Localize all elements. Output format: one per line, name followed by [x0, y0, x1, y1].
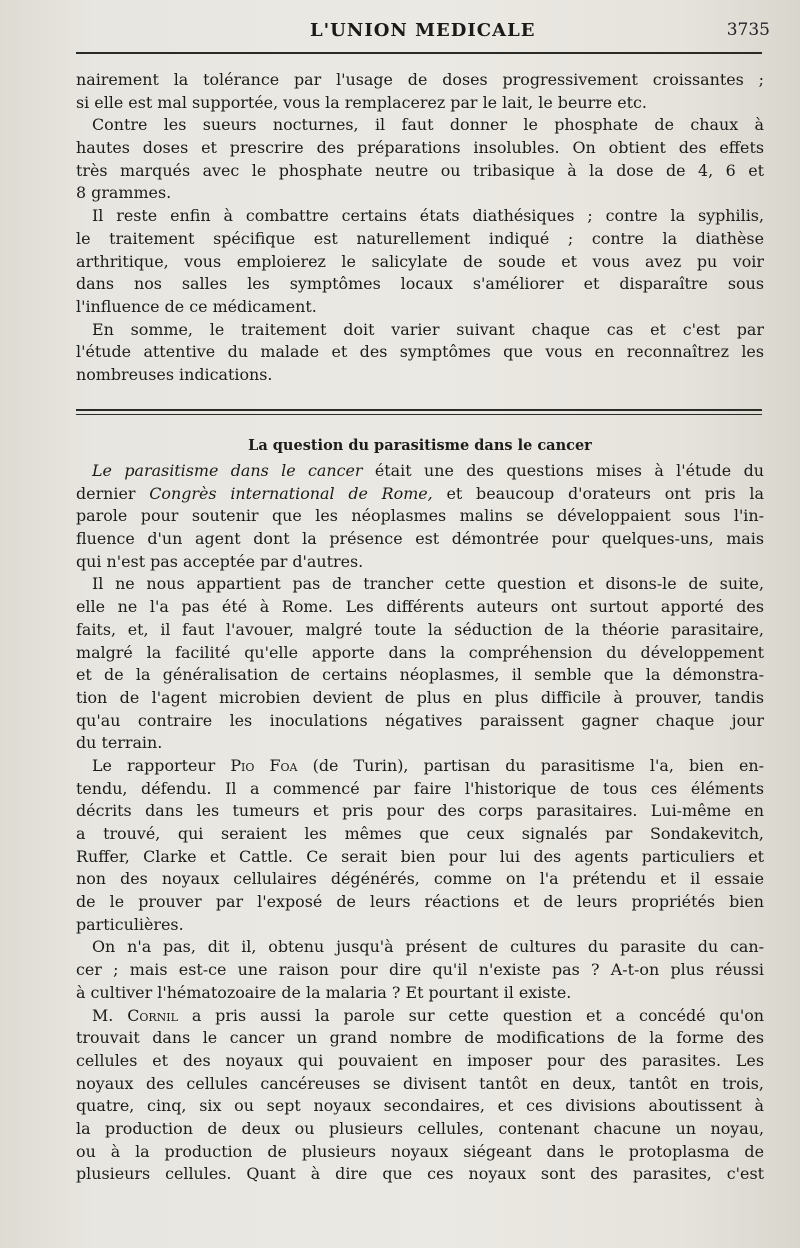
text-line: malgré la facilité qu'elle apporte dans la compréhension du développement: [76, 642, 764, 662]
page-number: 3735: [726, 20, 770, 40]
text-fragment: et beaucoup d'orateurs ont pris la: [432, 483, 764, 503]
text-line: décrits dans les tumeurs et pris pour des corps parasitaires. Lui-même en: [76, 801, 764, 821]
section-divider: [76, 409, 762, 411]
text-line: noyaux des cellules cancéreuses se divisent tantôt en deux, tantôt en trois,: [76, 1073, 764, 1093]
text-line: et de la généralisation de certains néoplasmes, il semble que la démonstra-: [76, 665, 764, 685]
text-fragment: dernier: [76, 483, 150, 503]
text-line: fluence d'un agent dont la présence est démontrée pour quelques-uns, mais: [76, 529, 764, 549]
text-line: elle ne l'a pas été à Rome. Les différents auteurs ont surtout apporté des: [76, 597, 764, 617]
text-line: a trouvé, qui seraient les mêmes que ceux signalés par Sondakevitch,: [76, 824, 764, 843]
text-line: [76, 460, 764, 483]
section-title: La question du parasitisme dans le cancer: [248, 437, 592, 454]
page-header: [70, 16, 770, 48]
text-line: la production de deux ou plusieurs cellules, contenant chacune un noyau,: [76, 1118, 764, 1138]
text-fragment: M.: [92, 1005, 128, 1025]
text-line: l'étude attentive du malade et des symptômes que vous en reconnaîtrez les: [76, 342, 764, 362]
article-text-block: [76, 460, 764, 1186]
text-line: du terrain.: [76, 733, 163, 753]
text-line: tion de l'agent microbien devient de plus en plus difficile à prouver, tandis: [76, 687, 764, 707]
text-line: En somme, le traitement doit varier suivant chaque cas et c'est par: [92, 319, 764, 339]
text-line: nairement la tolérance par l'usage de doses progressivement croissantes ;: [76, 70, 764, 89]
text-line: l'influence de ce médicament.: [76, 296, 317, 316]
text-line: nombreuses indications.: [76, 364, 273, 384]
text-line: dans nos salles les symptômes locaux s'améliorer et disparaître sous: [76, 274, 764, 294]
text-line: Contre les sueurs nocturnes, il faut donner le phosphate de chaux à: [92, 115, 764, 135]
text-line: hautes doses et prescrire des préparations insolubles. On obtient des effets: [76, 138, 764, 158]
text-line: tendu, défendu. Il a commencé par faire l'historique de tous ces éléments: [76, 778, 764, 798]
running-title: L'UNION MEDICALE: [310, 20, 536, 41]
text-line: particulières.: [76, 914, 184, 934]
text-line: Ruffer, Clarke et Cattle. Ce serait bien pour lui des agents particuliers et: [76, 846, 764, 866]
text-line: Il ne nous appartient pas de trancher cette question et disons-le de suite,: [92, 574, 764, 594]
header-rule: [76, 52, 762, 54]
top-text-block: [76, 69, 764, 387]
text-line: non des noyaux cellulaires dégénérés, comme on l'a prétendu et il essaie: [76, 869, 764, 889]
text-line: plusieurs cellules. Quant à dire que ces noyaux sont des parasites, c'est: [76, 1164, 764, 1184]
text-line: cellules et des noyaux qui pouvaient en imposer pour des parasites. Les: [76, 1050, 764, 1070]
author-name: Cornil: [127, 1005, 178, 1025]
text-line: qui n'est pas acceptée par d'autres.: [76, 551, 364, 571]
text-line: de le prouver par l'exposé de leurs réactions et de leurs propriétés bien: [76, 892, 764, 912]
text-fragment: Le rapporteur: [92, 755, 231, 775]
text-line: [76, 755, 764, 778]
emphasis: Le parasitisme dans le cancer: [92, 461, 363, 480]
text-line: [76, 483, 764, 506]
text-line: qu'au contraire les inoculations négatives paraissent gagner chaque jour: [76, 710, 764, 730]
text-line: On n'a pas, dit il, obtenu jusqu'à présent de cultures du parasite du can-: [92, 937, 764, 957]
text-line: trouvait dans le cancer un grand nombre de modifications de la forme des: [76, 1028, 764, 1048]
text-line: très marqués avec le phosphate neutre ou tribasique à la dose de 4, 6 et: [76, 160, 764, 180]
text-line: 8 grammes.: [76, 183, 172, 203]
text-fragment: était une des questions mises à l'étude du: [362, 461, 764, 480]
section-divider-thin: [76, 414, 762, 415]
text-line: arthritique, vous emploierez le salicylate de soude et vous avez pu voir: [76, 251, 764, 271]
author-name: Pio Foa: [230, 755, 298, 775]
text-line: le traitement spécifique est naturellement indiqué ; contre la diathèse: [76, 228, 764, 248]
text-line: [76, 1005, 764, 1028]
text-line: ou à la production de plusieurs noyaux siégeant dans le protoplasma de: [76, 1141, 764, 1161]
text-line: si elle est mal supportée, vous la remplacerez par le lait, le beurre etc.: [76, 92, 647, 112]
text-line: quatre, cinq, six ou sept noyaux secondaires, et ces divisions aboutissent à: [76, 1096, 764, 1116]
text-line: cer ; mais est-ce une raison pour dire qu'il n'existe pas ? A-t-on plus réussi: [76, 960, 764, 980]
text-line: Il reste enfin à combattre certains états diathésiques ; contre la syphilis,: [92, 206, 764, 226]
text-fragment: (de Turin), partisan du parasitisme l'a, bien en-: [297, 755, 764, 775]
text-fragment: a pris aussi la parole sur cette question et a concédé qu'on: [177, 1005, 764, 1025]
text-line: parole pour soutenir que les néoplasmes malins se développaient sous l'in-: [76, 506, 764, 526]
emphasis: Congrès international de Rome,: [149, 483, 433, 503]
text-line: faits, et, il faut l'avouer, malgré toute la séduction de la théorie parasitaire,: [76, 619, 764, 639]
text-line: à cultiver l'hématozoaire de la malaria ? Et pourtant il existe.: [76, 982, 572, 1002]
